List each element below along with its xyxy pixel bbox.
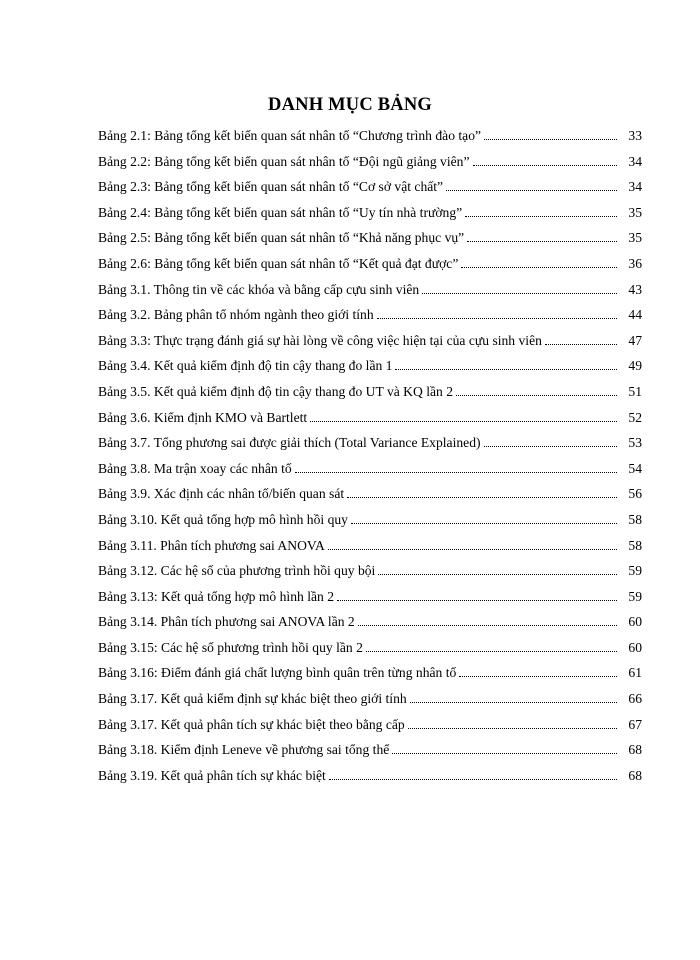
- toc-entry: [98, 203, 642, 229]
- toc-entry: [98, 740, 642, 766]
- dot-leader: [351, 511, 617, 524]
- toc-entry-label: Bảng 3.12. Các hệ số của phương trình hồi quy bội: [98, 563, 376, 579]
- toc-entry-page-number: 36: [628, 255, 642, 271]
- dot-leader: [410, 690, 617, 703]
- toc-entry: [98, 382, 642, 408]
- dot-leader: [465, 204, 617, 217]
- dot-leader: [461, 255, 617, 268]
- toc-entry: [98, 408, 642, 434]
- toc-entry-label: Bảng 2.4: Bảng tổng kết biến quan sát nhân tố “Uy tín nhà trường”: [98, 204, 463, 220]
- toc-entry-page-number: 54: [628, 460, 642, 476]
- toc-entry-page-number: 43: [628, 281, 642, 297]
- toc-entry-page-number: 34: [628, 153, 642, 169]
- toc-entry: [98, 433, 642, 459]
- toc-entry-label: Bảng 3.3: Thực trạng đánh giá sự hài lòng về công việc hiện tại của cựu sinh viên: [98, 332, 542, 348]
- table-of-contents: [98, 126, 642, 791]
- dot-leader: [467, 229, 617, 242]
- toc-entry: [98, 689, 642, 715]
- toc-entry-label: Bảng 3.14. Phân tích phương sai ANOVA lần 2: [98, 614, 355, 630]
- dot-leader: [337, 588, 617, 601]
- dot-leader: [358, 613, 617, 626]
- toc-entry-label: Bảng 3.17. Kết quả phân tích sự khác biệt theo bằng cấp: [98, 716, 405, 732]
- toc-entry-page-number: 59: [628, 563, 642, 579]
- toc-entry-label: Bảng 3.8. Ma trận xoay các nhân tố: [98, 460, 292, 476]
- dot-leader: [310, 409, 617, 422]
- toc-entry: [98, 510, 642, 536]
- dot-leader: [392, 741, 617, 754]
- dot-leader: [408, 716, 617, 729]
- toc-entry-page-number: 59: [628, 588, 642, 604]
- toc-entry-label: Bảng 3.9. Xác định các nhân tố/biến quan sát: [98, 486, 345, 502]
- dot-leader: [456, 383, 617, 396]
- toc-entry-page-number: 47: [628, 332, 642, 348]
- toc-entry: [98, 536, 642, 562]
- toc-entry-page-number: 49: [628, 358, 642, 374]
- toc-entry-label: Bảng 3.1. Thông tin về các khóa và bằng cấp cựu sinh viên: [98, 281, 420, 297]
- toc-entry: [98, 663, 642, 689]
- toc-entry-page-number: 35: [628, 230, 642, 246]
- toc-entry: [98, 612, 642, 638]
- toc-entry-page-number: 68: [628, 742, 642, 758]
- toc-entry-page-number: 52: [628, 409, 642, 425]
- toc-entry: [98, 280, 642, 306]
- toc-entry: [98, 715, 642, 741]
- toc-entry-page-number: 61: [628, 665, 642, 681]
- toc-entry-page-number: 67: [628, 716, 642, 732]
- toc-entry-label: Bảng 3.6. Kiểm định KMO và Bartlett: [98, 409, 308, 425]
- toc-entry-label: Bảng 3.4. Kết quả kiểm định độ tin cậy thang đo lần 1: [98, 358, 393, 374]
- toc-entry-label: Bảng 2.6: Bảng tổng kết biến quan sát nhân tố “Kết quả đạt được”: [98, 255, 459, 271]
- toc-entry: [98, 331, 642, 357]
- dot-leader: [459, 664, 617, 677]
- toc-entry: [98, 126, 642, 152]
- toc-entry-page-number: 35: [628, 204, 642, 220]
- toc-entry: [98, 254, 642, 280]
- dot-leader: [395, 357, 617, 370]
- toc-entry: [98, 228, 642, 254]
- toc-entry: [98, 356, 642, 382]
- dot-leader: [328, 537, 617, 550]
- toc-entry-page-number: 53: [628, 435, 642, 451]
- toc-entry-page-number: 60: [628, 614, 642, 630]
- toc-entry-label: Bảng 2.5: Bảng tổng kết biến quan sát nhân tố “Khả năng phục vụ”: [98, 230, 465, 246]
- toc-entry: [98, 305, 642, 331]
- dot-leader: [484, 127, 617, 140]
- toc-entry-label: Bảng 2.3: Bảng tổng kết biến quan sát nhân tố “Cơ sở vật chất”: [98, 179, 444, 195]
- toc-entry-label: Bảng 3.2. Bảng phân tổ nhóm ngành theo giới tính: [98, 307, 374, 323]
- toc-entry-page-number: 33: [628, 128, 642, 143]
- toc-entry-page-number: 44: [628, 307, 642, 323]
- toc-entry: [98, 638, 642, 664]
- toc-entry-page-number: 34: [628, 179, 642, 195]
- toc-entry-label: Bảng 3.19. Kết quả phân tích sự khác biệt: [98, 767, 326, 783]
- toc-entry-label: Bảng 3.18. Kiểm định Leneve về phương sai tổng thể: [98, 742, 390, 758]
- dot-leader: [484, 434, 617, 447]
- toc-entry: [98, 177, 642, 203]
- toc-entry-label: Bảng 2.1: Bảng tổng kết biến quan sát nhân tố “Chương trình đào tạo”: [98, 128, 482, 143]
- dot-leader: [446, 178, 617, 191]
- toc-entry-page-number: 58: [628, 537, 642, 553]
- dot-leader: [295, 460, 617, 473]
- toc-entry-page-number: 56: [628, 486, 642, 502]
- toc-entry: [98, 561, 642, 587]
- toc-entry-label: Bảng 3.15: Các hệ số phương trình hồi quy lần 2: [98, 639, 363, 655]
- toc-entry: [98, 587, 642, 613]
- toc-entry-page-number: 51: [628, 383, 642, 399]
- toc-entry-page-number: 66: [628, 691, 642, 707]
- toc-entry: [98, 152, 642, 178]
- toc-entry-page-number: 68: [628, 767, 642, 783]
- dot-leader: [377, 306, 617, 319]
- page-title: DANH MỤC BẢNG: [268, 95, 432, 115]
- dot-leader: [329, 767, 617, 780]
- toc-entry-label: Bảng 3.11. Phân tích phương sai ANOVA: [98, 537, 325, 553]
- toc-entry-label: Bảng 3.7. Tổng phương sai được giải thích (Total Variance Explained): [98, 435, 481, 451]
- toc-entry: [98, 459, 642, 485]
- dot-leader: [422, 281, 617, 294]
- toc-entry: [98, 766, 642, 792]
- toc-entry-label: Bảng 3.16: Điểm đánh giá chất lượng bình quân trên từng nhân tố: [98, 665, 457, 681]
- dot-leader: [545, 332, 617, 345]
- dot-leader: [473, 153, 618, 166]
- toc-entry-label: Bảng 3.17. Kết quả kiểm định sự khác biệt theo giới tính: [98, 691, 407, 707]
- dot-leader: [366, 639, 617, 652]
- dot-leader: [378, 562, 617, 575]
- toc-entry: [98, 484, 642, 510]
- toc-entry-label: Bảng 3.13: Kết quả tổng hợp mô hình lần 2: [98, 588, 334, 604]
- dot-leader: [347, 485, 617, 498]
- toc-entry-page-number: 58: [628, 511, 642, 527]
- toc-entry-label: Bảng 2.2: Bảng tổng kết biến quan sát nhân tố “Đội ngũ giảng viên”: [98, 153, 470, 169]
- toc-entry-page-number: 60: [628, 639, 642, 655]
- toc-entry-label: Bảng 3.10. Kết quả tổng hợp mô hình hồi quy: [98, 511, 348, 527]
- toc-entry-label: Bảng 3.5. Kết quả kiểm định độ tin cậy thang đo UT và KQ lần 2: [98, 383, 454, 399]
